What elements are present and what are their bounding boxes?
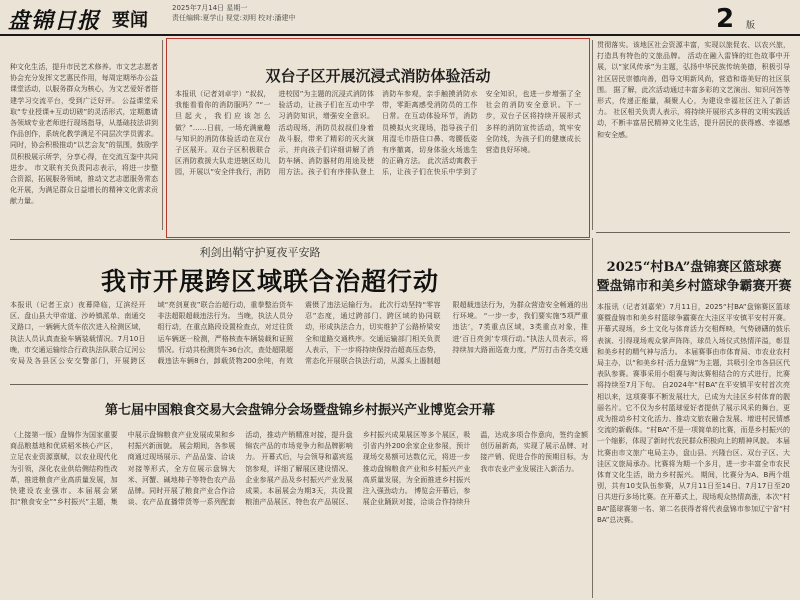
editor-credits: 责任编辑:夏学山 视觉:刘明 校对:潘建中 — [172, 14, 296, 22]
section-title: 要闻 — [112, 10, 148, 31]
page-number: 2 — [716, 4, 735, 34]
main-article-subtitle: 利剑出鞘守护夏夜平安路 — [199, 246, 321, 259]
right-article-headline-line1: 2025“村BA”盘锦赛区篮球赛 — [606, 260, 782, 275]
right-article-headline — [596, 258, 792, 296]
masthead-meta — [172, 3, 296, 23]
main-article-text: 本报讯（记者王京）夜幕降临，辽滨经开区、盘山县大甲帝道、沙岭镇派单、南通交叉路口，一辆辆大货车依次进入检测区域，执法人员认真查验车辆装载情况。7月10日晚，市交通运输综合行政执法队联合辽河公安局及各县区公安交警部门，开展跨区域“亮剑夏夜”联合治超行动，重拳整治货车非法超限超载违法行为。 当晚，执法人员分组行动，在重点路段设置检查点，对过往货运车辆逐一检测，严格核查车辆装载和证照情况。行动共检测货车36台次，查处超限超载违法车辆8台，卸载货物200余吨，有效震慑了违法运输行为。 此次行动坚持“零容忍”态度，通过跨部门、跨区域的协同联动，形成执法合力，切实维护了公路桥梁安全和道路交通秩序。交通运输部门相关负责人表示，下一步将持续保持治超高压态势，常态化开展联合执法行动，从源头上遏制超限超载违法行为，为群众营造安全畅通的出行环境。 “一步一步，我们要实施‘5项严重违法’，7类重点区域，3类重点对象，推进‘百日亮剑’专项行动。”执法人员表示，将持续加大路面巡查力度，严厉打击各类交通 — [10, 301, 588, 366]
bottom-article-headline: 第七届中国粮食交易大会盘锦分会场暨盘锦乡村振兴产业博览会开幕 — [104, 403, 495, 418]
bottom-article-text: （上接第一版）盘锦作为国家重要商品粮基地和优质稻米核心产区，立足农业资源禀赋，以农业现代化为引领，深化农业供给侧结构性改革，推进粮食产业高质量发展，加快建设农业强市。本届展会紧扣“粮食安全”“乡村振兴”主题，集中展示盘锦粮食产业发展成果和乡村振兴新面貌。 展会期间，各参展商通过现场展示、产品品鉴、洽谈对接等形式，全方位展示盘锦大米、河蟹、碱地柿子等特色农产品品牌。同时开展了粮食产业合作洽谈、农产品直播带货等一系列配套活动，推动产销精准对接，提升盘锦农产品的市场竞争力和品牌影响力。 开幕式后，与会领导和嘉宾巡馆参观，详细了解展区建设情况、企业参展产品及乡村振兴产业发展成果。本届展会为期3天，共设置粮油产品展区、特色农产品展区、乡村振兴成果展区等多个展区，吸引省内外200余家企业参展，预计现场交易额可达数亿元，将进一步推动盘锦粮食产业和乡村振兴产业高质量发展，为全面推进乡村振兴注入强劲动力。 博览会开幕后，参展企业踊跃对接，洽谈合作持续升温，达成多项合作意向，签约金额创历届新高，实现了展示品牌、对接产销、促进合作的预期目标，为我市农业产业发展注入新活力。 — [10, 431, 588, 507]
right-column-text: 贯彻落实。该地区社会资源丰富，实现以旅促农、以农兴旅，打造具有特色的文旅品牌。 活动在融入雷锋的红色故事中开展，以“家风传承”为主题，弘扬中华民族传统美德，积极引导社区居民崇德向善，倡导文明新风尚，营造和谐美好的社区氛围。 据了解，此次活动通过丰富多彩的文艺演出、知识问答等形式，传递正能量，凝聚人心，为建设幸福社区注入了新活力。 社区相关负责人表示，将持续开展形式多样的文明实践活动，不断丰富居民精神文化生活，提升居民的获得感、幸福感和安全感。 — [597, 41, 790, 139]
page-number-suffix: 版 — [746, 21, 756, 31]
column-divider — [162, 40, 163, 230]
section-divider — [10, 239, 590, 240]
newspaper-logo: 盘锦日报 — [8, 8, 101, 34]
left-column-text: 种文化生活，提升市民艺术修养。市文艺志愿者协会充分发挥文艺惠民作用，每周定期举办公益课堂活动，以服务群众为核心，为文艺爱好者搭建学习交流平台，受到广泛好评。 公益课堂采取“专业授课+互动切磋”的灵活形式，定期邀请各领域专业老师进行现场指导，从基础技法讲到作品创作，系统化教学满足不同层次学员需求。同时，协会积极推动“以艺会友”的氛围，鼓励学员积极展示所学，分享心得，在交流互鉴中共同进步。 市文联有关负责同志表示，将进一步整合资源，拓展服务领域，推动文艺志愿服务常态化开展，为满足群众日益增长的精神文化需求贡献力量。 — [10, 63, 158, 206]
issue-date: 2025年7月14日 星期一 — [172, 4, 248, 12]
masthead-rule — [0, 34, 800, 36]
right-article-headline-line2: 暨盘锦市和美乡村篮球争霸赛开赛 — [596, 279, 792, 294]
column-divider — [592, 40, 593, 230]
right-article-text: 本报讯（记者刘嘉荣）7月11日，2025“村BA”盘锦赛区篮球赛暨盘锦市和美乡村篮球争霸赛在大洼区平安镇平安村开赛。 开幕式现场，乡土文化与体育活力交相辉映，气势磅礴的鼓乐表演、引得现场观众掌声阵阵，球员入场仪式热情洋溢，彰显和美乡村的精气神与活力。 本届赛事由市体育局、市农业农村局主办，以“和美乡村·活力盘锦”为主题，共吸引全市各县区代表队参赛。赛事采用小组赛与淘汰赛相结合的方式进行，比赛将持续至7月下旬。 自2024年“村BA”在平安镇平安村首次亮相以来，这项赛事不断发展壮大，已成为大洼区乡村体育的靓丽名片。它不仅为乡村篮球爱好者提供了展示风采的舞台，更成为推动乡村文化活力、推动文旅农融合发展、增进村民情感交流的新载体。“村BA”不是一项简单的比赛，而是乡村振兴的一个缩影，体现了新时代农民群众积极向上的精神风貌。 本届比赛由市文旅广电局主办，盘山县、兴隆台区、双台子区、大洼区文旅局承办。比赛将为期一个多月，进一步丰富全市农民体育文化生活，助力乡村振兴。 期间，比赛分为A、B两个组别，共有10支队伍参赛，从7月11日至14日、7月17日至20日共进行多场比赛。在开幕式上，现场观众热情高涨，本次“村BA”篮球赛第一名、第二名获得者将代表盘锦市参加辽宁省“村BA”总决赛。 — [597, 303, 790, 524]
section-divider — [596, 232, 790, 233]
section-divider — [10, 384, 588, 385]
column-divider — [592, 238, 593, 598]
main-article-headline: 我市开展跨区域联合治超行动 — [100, 267, 439, 296]
feature-box — [166, 38, 590, 238]
feature-box-text: 本报讯（记者刘卓宇）“叔叔，我能看看你的消防服吗？”“一旦起火，我们应该怎么做？”……日前，一场充满童趣与知识的消防体验活动在双台子区展开。双台子区积极联合区消防救援大队走进辖区幼儿园，开展以“安全伴我行，消防进校园”为主题的沉浸式消防体验活动，让孩子们在互动中学习消防知识，增强安全意识。 活动现场，消防员叔叔们身着战斗服，带来了精彩的灭火演示，并向孩子们详细讲解了消防车辆、消防器材的用途及使用方法。孩子们有序排队登上消防车参观，亲手触摸消防水带，零距离感受消防员的工作日常。在互动体验环节，消防员模拟火灾现场，指导孩子们用湿毛巾捂住口鼻、弯腰低姿有序撤离，切身体验火场逃生的正确方法。 此次活动寓教于乐，让孩子们在快乐中学到了安全知识，也进一步增强了全社会的消防安全意识。下一步，双台子区将持续开展形式多样的消防宣传活动，筑牢安全防线，为孩子们的健康成长营造良好环境。 — [175, 90, 581, 177]
feature-box-title: 双台子区开展沉浸式消防体验活动 — [265, 67, 491, 85]
